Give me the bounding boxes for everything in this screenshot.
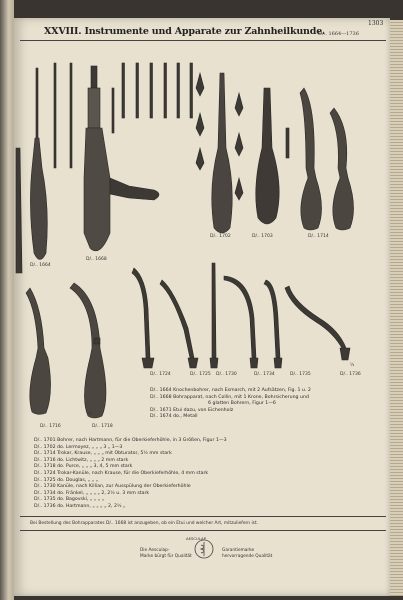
figure-label-1734: D/.. 1734 [254, 372, 275, 377]
description-row: D/.. 1736 do. Hartmann, „ „ „ „ 2, 2½ „ [34, 503, 126, 509]
description-row: D/.. 1716 do. Lichtwitz, „ „ „ 2 mm stark [34, 457, 129, 463]
footer-right [222, 548, 272, 559]
cannula-hub-illustration [142, 358, 154, 368]
trocar-point-illustration [196, 73, 204, 96]
description-block-top [150, 388, 311, 421]
lermoyez-drill-illustration [212, 73, 233, 233]
douglas-cannula-illustration [160, 280, 194, 358]
cannula-hub-illustration [274, 358, 282, 368]
drill-1703-illustration [256, 88, 279, 224]
trocar-point-illustration [235, 93, 243, 116]
cannula-hub-illustration [188, 358, 198, 368]
order-note: Bei Bestellung des Bohrapparates D/.. 1668 ist anzugeben, ob ein Etui und welcher Art, mitzuliefern ist. [30, 521, 259, 526]
scale-label: ½ [88, 412, 93, 417]
footer-left-line: Marke bürgt für Qualität [140, 553, 192, 559]
page-title: XXVIII. Instrumente und Apparate zur Zahnheilkunde. [44, 26, 326, 37]
page-stack-edge [390, 20, 403, 596]
figure-label-1714: D/.. 1714 [308, 234, 329, 239]
description-row: D/.. 1714 Trokar, Krause, „ „ „ mit Obturator, 5½ mm stark [34, 451, 172, 457]
catalog-range: D/.. 1664—1736 [318, 31, 359, 37]
figure-label-1735: D/.. 1735 [290, 372, 311, 377]
description-row: D/.. 1668 Bohrapparat, nach Collin, mit 1 Krone, Bohrsicherung und [150, 394, 309, 400]
description-row: D/.. 1701 Bohrer, nach Hartmann, für die Oberkieferhöhle, in 3 Größen, Figur 1—3 [34, 438, 227, 443]
small-bit-illustration [150, 63, 153, 118]
small-bit-illustration [190, 63, 193, 118]
krause-cannula-illustration [132, 268, 150, 358]
trocar-point-illustration [235, 178, 243, 200]
edge-instrument-illustration [16, 148, 22, 273]
note-rule-bottom [20, 530, 386, 531]
purce-trocar-illustration [70, 283, 106, 418]
footer-right-line: hervorragende Qualität [222, 553, 273, 559]
drill-body-illustration [84, 128, 110, 251]
fraenkel-cannula-illustration [224, 276, 256, 358]
figure-label-1730: D/.. 1730 [216, 372, 237, 377]
small-bit-illustration [177, 63, 180, 118]
drill-chuck-illustration [91, 66, 97, 88]
figure-label-1703: D/.. 1703 [252, 234, 273, 239]
description-row: D/.. 1664 Knochenbohrer, nach Esmarch, mit 2 Aufsätzen, Fig. 1 u. 2 [150, 388, 311, 393]
description-row: D/.. 1735 do. Bagovski, „ „ „ „ [34, 497, 105, 503]
footer-left-line: Die Aesculap- [140, 548, 170, 553]
description-row: D/.. 1730 Kanüle, nach Killian, zur Ausspülung der Oberkieferhöhle [34, 484, 191, 490]
figure-label-1724: D/.. 1724 [150, 372, 171, 377]
figure-label-1668: D/.. 1668 [86, 257, 107, 262]
obturator-illustration [286, 128, 289, 158]
description-row: D/.. 1734 do. Fränkel, „ „ „ „ 2, 2½ u. 3 mm stark [34, 490, 150, 496]
description-row: D/.. 1702 do. Lermoyez, „ „ „ 3 „ 1—3 [34, 444, 123, 450]
small-bit-illustration [136, 63, 139, 118]
description-row: D/.. 1674 do., Metall [150, 414, 198, 420]
figure-label-1736: D/.. 1736 [340, 372, 361, 377]
drill-column-illustration [88, 88, 100, 128]
description-row: D/.. 1724 Trokar-Kanüle, nach Krause, für die Oberkieferhöhle, 4 mm stark [34, 470, 209, 476]
hartmann-cannula-illustration [285, 286, 346, 350]
cannula-hub-illustration [340, 348, 350, 360]
small-bit-illustration [122, 63, 125, 118]
figure-label-1718: D/.. 1718 [92, 424, 113, 429]
description-row: D/.. 1725 do. Douglas, „ „ „ [34, 477, 99, 483]
trocar-clip-illustration [94, 338, 100, 344]
scale-label: ½ [350, 363, 355, 368]
figure-label-1725: D/.. 1725 [190, 372, 211, 377]
description-row: 6 glatten Bohrern, Figur 1—6 [208, 401, 276, 407]
description-row: D/.. 1718 do. Purce, „ „ „ 3, 4, 5 mm stark [34, 464, 133, 470]
description-block-main [34, 438, 227, 511]
drill-crank-illustration [110, 178, 159, 200]
cannula-hub-illustration [250, 358, 258, 368]
note-rule-top [20, 516, 386, 517]
curved-trocar-illustration [330, 108, 354, 230]
page-number: 1303 [368, 20, 384, 27]
description-row: D/.. 1671 Etui dazu, von Eichenholz [150, 407, 234, 413]
bagovski-cannula-illustration [264, 280, 280, 358]
trocar-point-illustration [196, 113, 204, 136]
figure-label-1702: D/.. 1702 [210, 234, 231, 239]
drill-bit-illustration [54, 63, 56, 168]
figure-label-1716: D/.. 1716 [40, 424, 61, 429]
cannula-hub-illustration [210, 358, 218, 368]
footer-right-line: Garantiemarke [222, 548, 255, 553]
trocar-point-illustration [235, 133, 243, 156]
killian-cannula-illustration [212, 263, 216, 358]
drill-bit-illustration [70, 63, 72, 168]
drill-rod-illustration [112, 88, 114, 133]
lichtwitz-trocar-illustration [26, 288, 51, 414]
bone-drill-handle-illustration [30, 138, 47, 260]
left-page-edge [0, 0, 14, 600]
trocar-point-illustration [196, 148, 204, 170]
footer-left [140, 548, 192, 559]
small-bit-illustration [164, 63, 167, 118]
brand-name: AESCULAP [186, 536, 206, 541]
krause-trocar-illustration [300, 88, 322, 230]
figure-label-1664: D/.. 1664 [30, 263, 51, 268]
